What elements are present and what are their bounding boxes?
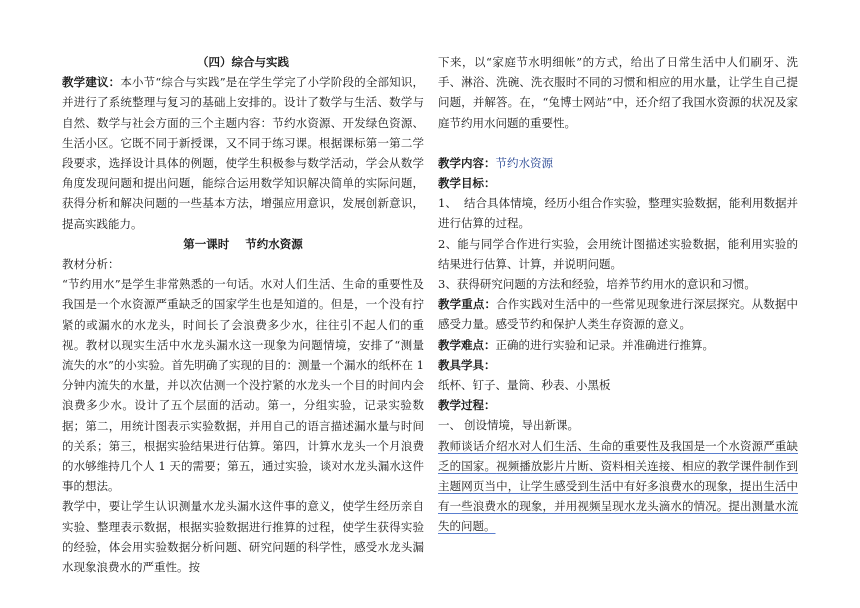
step-1-detail-b: 视频播放影片片断、资料相关连接、相应的教学课件制作到主题网页当中，让学生感受到生活中有好多浪费水的现象，提出生活中有一些浪费水的现象，并用视频呈现水龙头滴水的情况。提出测量水流失的问题。 [438, 458, 799, 534]
step-1-detail [438, 436, 798, 537]
step-1-text: 创设情境，导出新课。 [464, 418, 579, 433]
process-label: 教学过程： [438, 398, 496, 413]
difficulty-label: 教学难点： [438, 337, 496, 352]
analysis-label: 教材分析： [62, 257, 120, 272]
continued-text: 下来，以“家庭节水明细帐”的方式，给出了日常生活中人们刷牙、洗手、淋浴、洗碗、洗衣服时不同的习惯和相应的用水量，让学生自己提问题，并解答。在，“兔博士网站”中，还介绍了我国水资源的状况及家庭节约用水问题的重要性。 [438, 55, 798, 130]
left-column [62, 52, 424, 577]
goal-3: 3、获得研究问题的方法和经验，培养节约用水的意识和习惯。 [438, 277, 756, 292]
advice-paragraph [62, 72, 424, 234]
goal-1-text: 结合具体情境，经历小组合作实验，整理实验数据，能利用数据并进行估算的过程。 [438, 196, 798, 231]
step-1-detail-a: 教师谈话介绍水对人们生活、生命的重要性及我国是一个水资源严重缺乏的国家。 [438, 438, 798, 473]
content-value: 节约水资源 [495, 155, 553, 170]
step-1-num: 一、 [438, 418, 461, 433]
right-column [438, 52, 798, 537]
goal-1-num: 1、 [438, 196, 457, 211]
difficulty-line [438, 335, 798, 355]
tools-label: 教具学具： [438, 357, 496, 372]
goals-label: 教学目标： [438, 176, 496, 191]
section-title: （四）综合与实践 [197, 55, 289, 69]
spacer [438, 133, 798, 153]
difficulty-text: 正确的进行实验和记录。并准确进行推算。 [495, 337, 714, 352]
content-label: 教学内容： [438, 155, 496, 170]
key-label: 教学重点： [438, 297, 497, 312]
advice-text: 本小节“综合与实践”是在学生学完了小学阶段的全部知识，并进行了系统整理与复习的基础上安排的。设计了数学与生活、数学与自然、数学与社会方面的三个主题内容：节约水资源、开发绿色资源、生活小区。它既不同于新授课，又不同于练习课。根据课标第一第二学段要求，选择设计具体的例题，使学生积极参与数学活动，学会从数学角度发现问题和提出问题，能综合运用数学知识解决简单的实际问题，获得分析和解决问题的一些基本方法，增强应用意识，发展创新意识，提高实践能力。 [62, 75, 424, 231]
key-line [438, 294, 798, 334]
step-1 [438, 415, 798, 435]
goal-2: 2、能与同学合作进行实验，会用统计图描述实验数据，能利用实验的结果进行估算、计算，并说明问题。 [438, 236, 798, 271]
teaching-text: 教学中，要让学生认识测量水龙头漏水这件事的意义，使学生经历亲自实验、整理表示数据，根据实验数据进行推算的过程，使学生获得实验的经验，体会用实验数据分析问题、研究问题的科学性，感受水龙头漏水现象浪费水的严重性。按 [62, 499, 424, 575]
tools-text: 纸杯、钉子、量筒、秒表、小黑板 [438, 378, 611, 393]
content-line [438, 153, 798, 173]
analysis-text: “节约用水”是学生非常熟悉的一句话。水对人们生活、生命的重要性及我国是一个水资源严重缺乏的国家学生也是知道的。但是，一个没有拧紧的或漏水的水龙头，时间长了会浪费多少水，往往引不起人们的重视。教材以现实生活中水龙头漏水这一现象为问题情境，安排了“测量流失的水”的小实验。首先明确了实现的目的：测量一个漏水的纸杯在 1 分钟内流失的水量，并以次估测一个没拧紧的水龙头一个目的时间内会浪费多少水。设计了五个层面的活动。第一，分组实验，记录实验数据；第二，用统计图表示实验数据，并用自己的语言描述漏水量与时间的关系；第三，根据实验结果进行估算。第四，计算水龙头一个月浪费的水够维持几个人 1 天的需要；第五，通过实验，谈对水龙头漏水这件事的想法。 [62, 277, 424, 494]
goal-1 [438, 193, 798, 233]
key-text: 合作实践对生活中的一些常见现象进行深层探究。从数据中感受力量。感受节约和保护人类生存资源的意义。 [438, 297, 799, 332]
lesson-title: 第一课时 节约水资源 [183, 236, 303, 251]
advice-label: 教学建议： [62, 75, 121, 90]
